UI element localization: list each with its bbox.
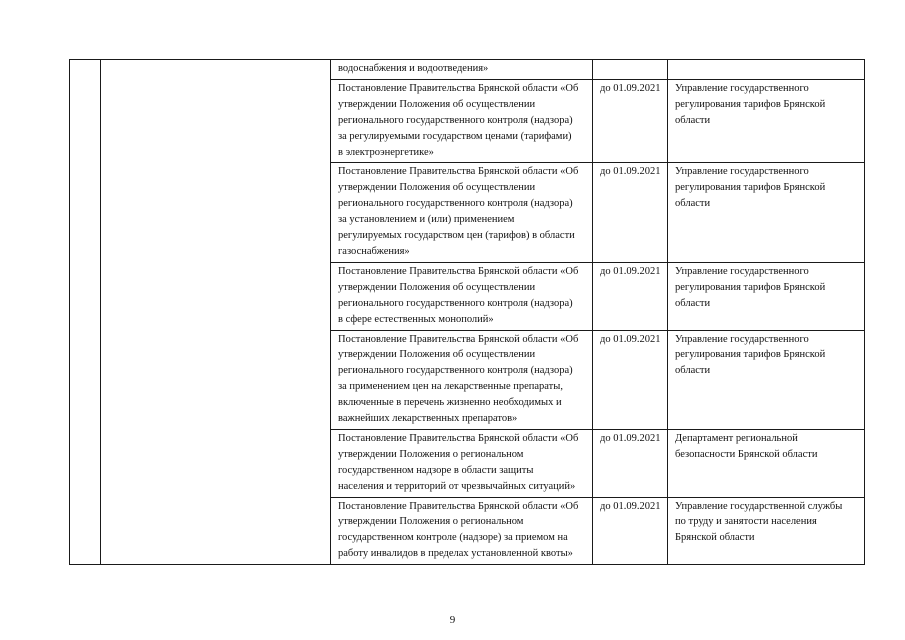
document-text: Постановление Правительства Брянской области «Об утверждении Положения об осуществлении регионального государственного контроля (надзора) за применением цен на лекарственные препараты, включенные в перечень жизненно необходимых и важнейших лекарственных препаратов» — [338, 333, 579, 425]
document-cell — [331, 60, 593, 80]
deadline-cell — [593, 429, 668, 497]
deadline-cell — [593, 330, 668, 429]
deadline-cell — [593, 79, 668, 163]
table-row — [70, 60, 865, 80]
document-cell — [331, 262, 593, 330]
document-text: Постановление Правительства Брянской области «Об утверждении Положения о региональном государственном надзоре в области защиты населения и территорий от чрезвычайных ситуаций» — [338, 432, 579, 492]
responsible-cell — [668, 429, 865, 497]
document-text: Постановление Правительства Брянской области «Об утверждении Положения о региональном государственном контроле (надзоре) за приемом на работу инвалидов в пределах установленной квоты» — [338, 500, 579, 560]
document-text: Постановление Правительства Брянской области «Об утверждении Положения об осуществлении регионального государственного контроля (надзора) за регулируемыми государством ценами (тарифами) в электроэнергетике» — [338, 82, 579, 158]
page-number: 9 — [449, 614, 456, 626]
deadline-text: до 01.09.2021 — [600, 265, 661, 277]
document-cell — [331, 497, 593, 565]
responsible-cell — [668, 163, 865, 262]
row-number-cell — [70, 60, 101, 565]
responsible-text: Управление государственного регулирования тарифов Брянской области — [675, 166, 826, 210]
responsible-text: Управление государственного регулирования тарифов Брянской области — [675, 82, 826, 126]
responsible-cell — [668, 60, 865, 80]
deadline-text: до 01.09.2021 — [600, 500, 661, 512]
deadline-cell — [593, 497, 668, 565]
deadline-cell — [593, 262, 668, 330]
document-cell — [331, 79, 593, 163]
measure-cell — [101, 60, 331, 565]
document-text: Постановление Правительства Брянской области «Об утверждении Положения об осуществлении регионального государственного контроля (надзора) в сфере естественных монополий» — [338, 265, 579, 325]
document-cell — [331, 163, 593, 262]
responsible-text: Управление государственного регулирования тарифов Брянской области — [675, 265, 826, 309]
responsible-cell — [668, 79, 865, 163]
document-text: Постановление Правительства Брянской области «Об утверждении Положения об осуществлении регионального государственного контроля (надзора) за установлением и (или) применением регулируемых государством цен (тарифов) в области газоснабжения» — [338, 166, 579, 257]
deadline-cell — [593, 163, 668, 262]
deadline-text: до 01.09.2021 — [600, 82, 661, 94]
responsible-text: Департамент региональной безопасности Брянской области — [675, 432, 818, 460]
responsible-cell — [668, 330, 865, 429]
document-cell — [331, 429, 593, 497]
responsible-cell — [668, 497, 865, 565]
deadline-text: до 01.09.2021 — [600, 166, 661, 178]
deadline-text: до 01.09.2021 — [600, 432, 661, 444]
document-cell — [331, 330, 593, 429]
responsible-text: Управление государственной службы по труду и занятости населения Брянской области — [675, 500, 843, 544]
deadline-text: до 01.09.2021 — [600, 333, 661, 345]
deadline-cell — [593, 60, 668, 80]
responsible-cell — [668, 262, 865, 330]
document-text: водоснабжения и водоотведения» — [338, 63, 489, 74]
responsible-text: Управление государственного регулирования тарифов Брянской области — [675, 333, 826, 377]
regulations-table — [69, 59, 865, 565]
